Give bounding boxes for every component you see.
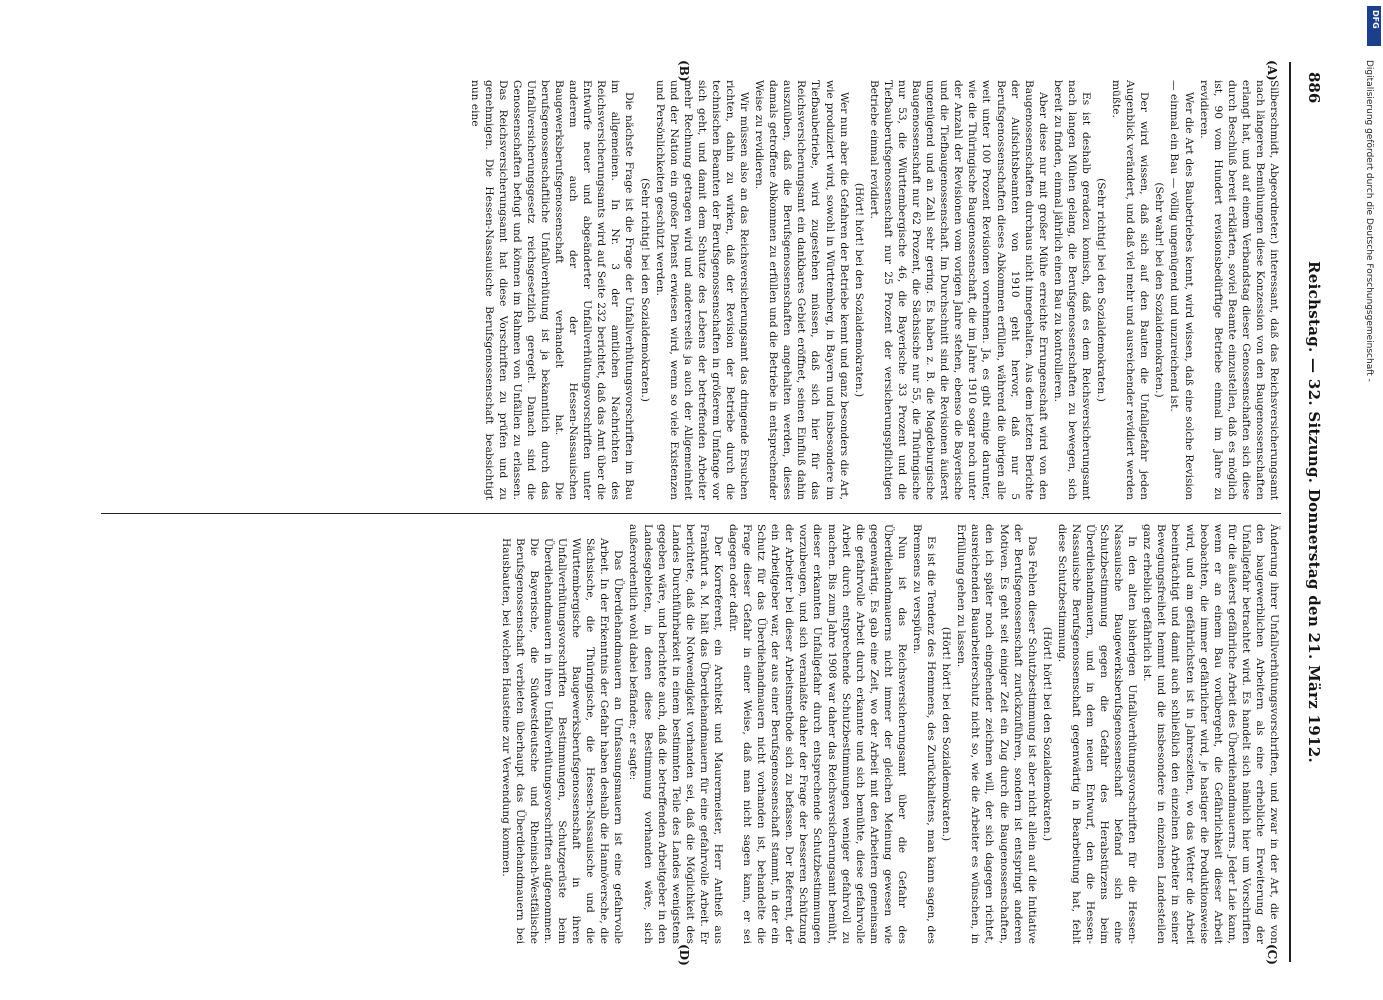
paragraph: Der wird wissen, daß sich auf den Bauten die Unfallgefahr jeden Augenblick verändert, und daß viel mehr und ausreichender revidiert werden müßte. <box>1110 80 1151 500</box>
paragraph: Wir müssen also an das Reichsversicherungsamt das dringende Ersuchen richten, dahin zu wirken, daß der Revision der Betriebe durch die technischen Beamten der Berufsgenossenschaften in größerem Umfange vor sich geht, und damit dem Schutze des Lebens der betreffenden Arbeiter mehr Rechnung getragen wird und andererseits ja auch der Allgemeinheit und der Nation ein großer Dienst erwiesen wird, wenn so viele Existenzen und Persönlichkeiten geschützt werden. <box>653 80 751 500</box>
paragraph: Änderung ihrer Unfallverhütungsvorschriften, und zwar in der Art, die von den baugewerblichen Arbeitern als eine erhebliche Erweiterung der Unfallgefahr betrachtet wird. Es handelt sich nämlich hier um Vorschriften für die äußerst gefährliche Arbeit des Überdiehandmauerns. Jeder Laie kann, wenn er an einem Bau vorübergeht, die Gefährlichkeit dieser Arbeit beobachten, die immer gefährlicher wird, je hastiger die Produktionsweise wird, und am gefährlichsten ist in Jahreszeiten, wo das Wetter die Arbeit beeinträchtigt und damit auch schließlich den einzelnen Arbeiter in seiner Bewegungsfreiheit hemmt und die insbesondere in einzelnen Landesteilen ganz erheblich gefährlich ist. <box>1141 524 1280 944</box>
paragraph: Die nächste Frage ist die Frage der Unfallverhütungsvorschriften im Bau im allgemeinen. In Nr. 3 der amtlichen Nachrichten des Reichsversicherungsamts wird auf Seite 232 berichtet, daß das Amt über die Entwürfe neuer und abgeänderter Unfallverhütungsvorschriften unter anderem auch der der Hessen-Nassauischen Baugewerksberufsgenossenschaft verhandelt hat. Die berufsgenossenschaftliche Unfallverhütung ist ja bekanntlich durch das Unfallversicherungsgesetz reichsgesetzlich geregelt. Danach sind die Genossenschaften befugt und können im Rahmen von Unfällen zu erlassen. Das Reichsversicherungsamt hat diese Vorschriften zu prüfen und zu genehmigen. Die Hessen-Nassauische Berufsgenossenschaft beabsichtigt nun eine <box>468 80 636 500</box>
digitization-credit <box>1360 60 1376 940</box>
interjection: (Hört! hört! bei den Sozialdemokraten.) <box>1040 626 1053 842</box>
page-number: 886 <box>1305 72 1323 104</box>
interjection: (Sehr richtig! bei den Sozialdemokraten.) <box>1095 178 1108 402</box>
page-header <box>1289 62 1331 962</box>
right-column <box>498 524 1281 944</box>
paragraph: In den alten bisherigen Unfallverhütungsvorschriften für die Hessen-Nassauische Baugewerksberufsgenossenschaft befand sich eine Schutzbestimmung gegen die Gefahr des Herabstürzens beim Überdiehandmauern, und in dem neuen Entwurf, den die Hessen-Nassauische Berufsgenossenschaft gegenwärtig in Bearbeitung hat, fehlt diese Schutzbestimmung. <box>1055 524 1139 944</box>
quotation: Das Überdiehandmauern an Umfassungsmauern ist eine gefahrvolle Arbeit. In der Erkenntnis der Gefahr haben deshalb die Hannöversche, die Sächsische, die Thüringische, die Hessen-Nassauische und die Württembergische Baugewerksberufsgenossenschaft in ihren Unfallverhütungsvorschriften Bestimmungen, Schutzgerüste beim Überdiehandmauern in ihren Unfallverhütungsvorschriften aufgenommen. Die Bayerische, die Südwestdeutsche und Rheinisch-Westfälische Berufsgenossenschaft verbieten überhaupt das Überdiehandmauern bei Hausbauten, bei welchen Hausteine zur Verwendung kommen. <box>499 538 625 944</box>
margin-mark-a: (A) <box>1265 60 1279 81</box>
margin-mark-b: (B) <box>677 60 691 82</box>
paragraph: Wer nun aber die Gefahren der Betriebe kennt und ganz besonders die Art, wie produziert wird, sowohl in Württemberg, in Bayern und insbesondere im Tiefbaubetriebe, wird zugestehen müssen, daß sich hier für das Reichsversicherungsamt ein dankbares Gebiet eröffnet, seinen Einfluß dahin auszuüben, daß die Berufsgenossenschaften angehalten werden, dieses damals getroffene Abkommen zu erfüllen und die Betriebe in entsprechender Weise zu revidieren. <box>753 80 850 500</box>
dfg-logo <box>1367 6 1381 46</box>
interjection: (Hört! hört! bei den Sozialdemokraten.) <box>940 626 953 842</box>
paragraph: Das Fehlen dieser Schutzbestimmung ist aber nicht allein auf die Initiative der Berufsgenossenschaft zurückzuführen, sondern ist entspringt anderen Motiven. Es geht seit einiger Zeit ein Zug durch die Baugenossenschaften, den ich später noch eingehender zeichnen will, der sich dagegen richtet, ausreichenden Bauarbeiterschutz nicht so, wie die Arbeiter es wünschen, in Erfüllung gehen zu lassen. <box>955 524 1038 944</box>
paragraph: Wer die Art des Baubetriebes kennt, wird wissen, daß eine solche Revision — einmal ein Bau — völlig ungenügend und unzureichend ist. <box>1168 80 1195 500</box>
dfg-logo-text: DFG <box>1371 10 1380 29</box>
running-title: Reichstag. — 32. Sitzung. Donnerstag den 21. März 1912. <box>1305 260 1323 764</box>
margin-mark-c: (C) <box>1265 944 1279 965</box>
paragraph: Aber diese nur mit großer Mühe erreichte Errungenschaft wird von den Baugenossenschaften durchaus nicht innegehalten. Aus dem letzten Berichte der Aufsichtsbeamten von 1910 geht hervor, daß nur 5 Berufsgenossenschaften dieses Abkommen erfüllen, während die übrigen alle weit unter 100 Prozent Revisionen vornehmen. Ja, es gibt einige darunter, wie die Thüringische Baugenossenschaft, die im Jahre 1910 sogar noch unter der Anzahl der Revisionen vom vorigen Jahre stehen, ebenso die Bayerische und die Tiefbaugenossenschaft. Im Durchschnitt sind die Revisionen äußerst ungenügend und an Zahl sehr gering. Es haben z. B. die Magdeburgische Baugenossenschaft nur 62 Prozent, die Sächsische nur 55, die Thüringische nur 53, die Württembergische 46, die Bayerische 33 Prozent und die Tiefbauberufsgenossenschaft nur 25 Prozent der versicherungspflichtigen Betriebe einmal revidiert. <box>867 80 1049 500</box>
paragraph: Es ist die Tendenz des Hemmens, des Zurückhaltens, man kann sagen, des Bremsens zu verspüren. <box>911 524 938 944</box>
interjection: (Hört! hört! bei den Sozialdemokraten.) <box>852 182 865 398</box>
left-column <box>467 80 1281 500</box>
paragraph: Silberschmidt, Abgeordneter.) interessant, daß das Reichsversicherungsamt nach längeren Bemühungen diese Konzession von den Baugenossenschaften erlangt hat, und auf einem Verbandstag dieser Genossenschaften sich diese durch Beschluß bereit erklärten, soviel Beamte einzustellen, daß es möglich ist, 90 vom Hundert revisionsbedürftige Betriebe einmal im Jahre zu revidieren. <box>1197 80 1280 500</box>
interjection: (Sehr richtig! bei den Sozialdemokraten.) <box>638 178 651 402</box>
interjection: (Sehr wahr! bei den Sozialdemokraten.) <box>1153 182 1166 398</box>
margin-mark-d: (D) <box>677 944 691 966</box>
column-divider <box>101 513 1281 514</box>
paragraph: Der Korreferent, ein Architekt und Maurermeister, Herr Antheß aus Frankfurt a. M. hält das Überdiehandmauern für eine gefahrvolle Arbeit. Er berichtete, daß die Notwendigkeit vorhanden sei, daß die Möglichkeit des Landes Durchführbarkeit in einem bestimmten Teile des Landes wenigstens gegeben wäre, und berichtete auch, daß die betreffenden Arbeitgeber in den Landesgebieten, in denen diese Bestimmung vorhanden wäre, sich außerordentlich wohl dabei befänden; er sagte: <box>627 524 724 944</box>
paragraph: Es ist deshalb geradezu komisch, daß es dem Reichsversicherungsamt nach langen Mühen gelang, die Berufsgenossenschaften zu bewegen, sich bereit zu finden, einmal jährlich einen Bau zu kontrollieren. <box>1051 80 1092 500</box>
paragraph: Nun ist das Reichsversicherungsamt über die Gefahr des Überdiehandmauerns nicht immer der gleichen Meinung gewesen wie gegenwärtig. Es gab eine Zeit, wo der Arbeit mit den Arbeitern gemeinsam die gefahrvolle Arbeit durch erkannte und sich bemühte, diese gefahrvolle Arbeit durch entsprechende Schutzbestimmungen weniger gefahrvoll zu machen. Bis zum Jahre 1908 war daher das Reichsversicherungsamt bemüht, dieser erkannten Unfallgefahr durch entsprechende Schutzbestimmungen vorzubeugen, und sich veranlaßte daher der Frage der besseren Schützung der Arbeiter bei dieser Arbeitsmethode sich zu befassen. Der Referent, der ein Arbeitgeber war, der aus einer Berufsgenossenschaft stammt, in der ein Schutz für das Überdiehandmauern nicht vorhanden ist, behandelte die Frage dieser Gefahr in einer Weise, daß man nicht sagen kann, er sei dagegen oder dafür. <box>727 524 908 944</box>
rotated-page <box>71 60 1331 966</box>
credit-text: Digitalisierung gefördert durch die Deutsche Forschungsgemeinschaft - <box>1364 60 1374 382</box>
